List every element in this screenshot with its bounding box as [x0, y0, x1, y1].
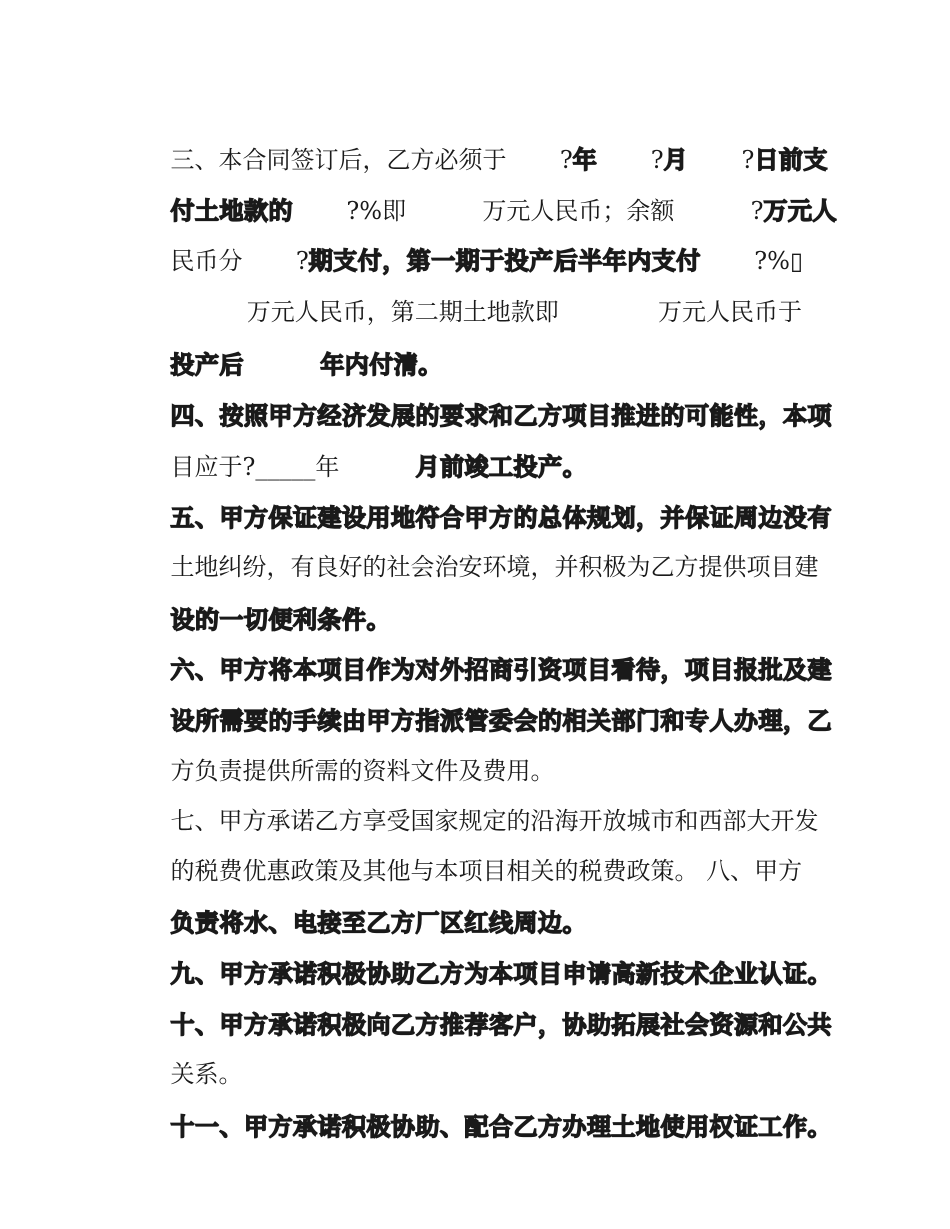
- text-line: [140, 1029, 820, 1088]
- text-line: [140, 522, 820, 581]
- text-segment: 十一、甲方承诺积极协助、配合乙方办理土地使用权证工作。: [170, 1113, 833, 1141]
- text-segment: 负责将水、电接至乙方厂区红线周边。: [170, 909, 588, 937]
- text-segment: ?%即 万元人民币；余额 ?: [293, 197, 764, 225]
- text-segment: 五、甲方保证建设用地符合甲方的总体规划，并保证周边没有: [170, 504, 833, 532]
- text-segment: 设的一切便利条件。: [170, 606, 392, 634]
- text-segment: 三、本合同签订后，乙方必须于 ?: [170, 146, 573, 174]
- text-segment: 民币分 ?: [170, 247, 309, 275]
- text-line: [140, 726, 820, 785]
- text-segment: 的税费优惠政策及其他与本项目相关的税费政策。 八、甲方: [170, 857, 803, 885]
- text-segment: ?%▯: [700, 247, 804, 275]
- text-segment: 万元人: [763, 197, 838, 225]
- text-segment: 期支付，第一期于投产后半年内支付: [308, 247, 701, 275]
- text-segment: 月: [663, 146, 689, 174]
- text-segment: 方负责提供所需的资料文件及费用。: [170, 757, 555, 785]
- text-line: [140, 115, 828, 174]
- text-segment: 六、甲方将本项目作为对外招商引资项目看待，项目报批及建: [170, 656, 833, 684]
- text-segment: 四、按照甲方经济发展的要求和乙方项目推进的可能性，本项: [170, 402, 833, 430]
- text-segment: 土地纠纷，有良好的社会治安环境，并积极为乙方提供项目建: [170, 553, 819, 581]
- text-segment: 投产后: [170, 351, 245, 379]
- text-segment: 付土地款的: [170, 197, 294, 225]
- text-segment: 设所需要的手续由甲方指派管委会的相关部门和专人办理，乙: [170, 707, 833, 735]
- text-line: [140, 371, 833, 430]
- text-segment: 十、甲方承诺积极向乙方推荐客户，协助拓展社会资源和公共: [170, 1011, 833, 1039]
- text-line: [140, 980, 833, 1039]
- text-line: [140, 320, 820, 379]
- text-segment: 万元人民币，第二期土地款即 万元人民币于: [170, 298, 802, 326]
- text-segment: 日前支: [754, 146, 828, 174]
- text-line: [140, 422, 820, 481]
- text-segment: 七、甲方承诺乙方享受国家规定的沿海开放城市和西部大开发: [170, 807, 819, 835]
- text-line: [140, 826, 820, 885]
- text-segment: 月前竣工投产。: [415, 453, 588, 481]
- text-line: [140, 929, 833, 988]
- text-line: [140, 473, 833, 532]
- text-segment: 年: [572, 146, 598, 174]
- text-line: [140, 575, 820, 634]
- text-line: [140, 1082, 833, 1141]
- text-segment: ?: [597, 146, 664, 174]
- text-segment: 关系。: [170, 1060, 243, 1088]
- text-line: [140, 166, 838, 225]
- text-line: [140, 776, 820, 835]
- text-line: [140, 878, 820, 937]
- text-segment: 目应于?_____年: [170, 453, 416, 481]
- text-line: [140, 216, 820, 275]
- text-segment: ?: [688, 146, 755, 174]
- text-line: [140, 625, 833, 684]
- text-segment: 九、甲方承诺积极协助乙方为本项目申请高新技术企业认证。: [170, 960, 833, 988]
- text-line: [140, 267, 820, 326]
- text-segment: 年内付清。: [320, 351, 443, 379]
- text-line: [140, 676, 833, 735]
